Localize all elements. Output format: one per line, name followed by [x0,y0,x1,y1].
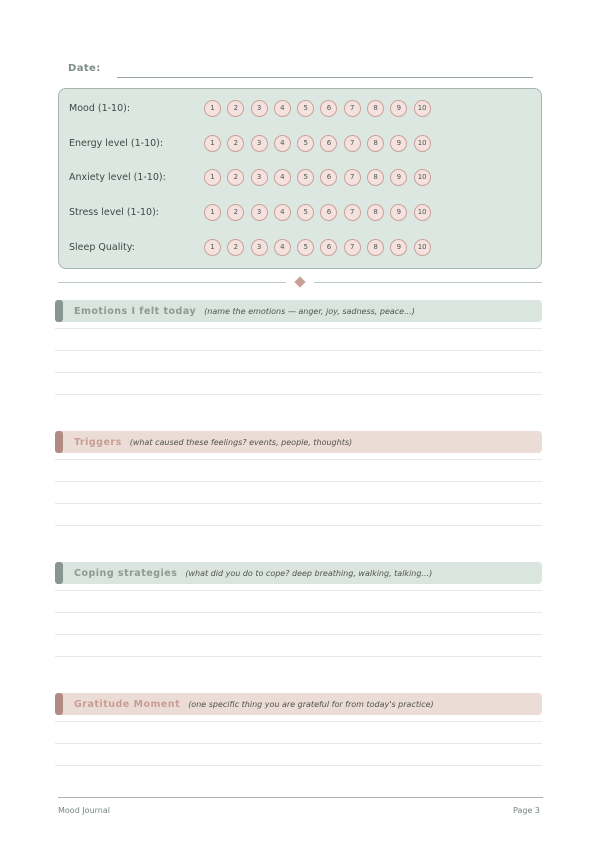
date-input-line[interactable] [117,77,533,78]
ruled-line[interactable] [55,591,542,613]
rating-circle-1[interactable]: 1 [204,169,221,186]
section-header [55,300,542,322]
divider-line [314,282,542,283]
rating-circle-4[interactable]: 4 [274,204,291,221]
rating-row-mood [59,91,541,126]
ruled-line[interactable] [55,613,542,635]
rating-row-anxiety [59,161,541,196]
rating-circle-5[interactable]: 5 [297,204,314,221]
rating-row-stress [59,195,541,230]
rating-circle-2[interactable]: 2 [227,204,244,221]
rating-circle-5[interactable]: 5 [297,100,314,117]
ruled-line[interactable] [55,722,542,744]
rating-circle-7[interactable]: 7 [344,169,361,186]
rating-circle-8[interactable]: 8 [367,100,384,117]
section-coping [55,562,542,657]
rating-scale [204,204,431,221]
rating-circle-3[interactable]: 3 [251,135,268,152]
diamond-icon [294,276,305,287]
writing-lines [55,322,542,395]
rating-circle-5[interactable]: 5 [297,169,314,186]
rating-circle-6[interactable]: 6 [320,100,337,117]
accent-tab [55,562,63,584]
rating-circle-4[interactable]: 4 [274,239,291,256]
section-title: Triggers [74,436,122,448]
rating-circle-6[interactable]: 6 [320,204,337,221]
footer-title: Mood Journal [58,806,110,815]
rating-circle-3[interactable]: 3 [251,204,268,221]
rating-scale [204,135,431,152]
rating-circle-9[interactable]: 9 [390,204,407,221]
rating-circle-1[interactable]: 1 [204,135,221,152]
section-gratitude [55,693,542,766]
ruled-line[interactable] [55,744,542,766]
ruled-line[interactable] [55,504,542,526]
ruled-line[interactable] [55,329,542,351]
section-triggers [55,431,542,526]
accent-tab [55,300,63,322]
rating-circle-9[interactable]: 9 [390,169,407,186]
rating-circle-10[interactable]: 10 [414,239,431,256]
rating-circle-5[interactable]: 5 [297,135,314,152]
ruled-line[interactable] [55,460,542,482]
rating-circle-10[interactable]: 10 [414,135,431,152]
rating-circle-3[interactable]: 3 [251,169,268,186]
rating-label: Sleep Quality: [69,242,135,254]
rating-circle-8[interactable]: 8 [367,169,384,186]
rating-circle-9[interactable]: 9 [390,135,407,152]
section-emotions [55,300,542,395]
rating-circle-7[interactable]: 7 [344,135,361,152]
footer-divider [58,797,543,798]
ruled-line[interactable] [55,482,542,504]
rating-circle-2[interactable]: 2 [227,135,244,152]
rating-circle-3[interactable]: 3 [251,239,268,256]
rating-circle-4[interactable]: 4 [274,100,291,117]
rating-circle-9[interactable]: 9 [390,100,407,117]
rating-circle-8[interactable]: 8 [367,135,384,152]
section-header [55,562,542,584]
rating-circle-7[interactable]: 7 [344,204,361,221]
ruled-line[interactable] [55,351,542,373]
rating-circle-6[interactable]: 6 [320,239,337,256]
section-divider [58,276,542,288]
rating-circle-4[interactable]: 4 [274,169,291,186]
rating-circle-6[interactable]: 6 [320,135,337,152]
rating-circle-10[interactable]: 10 [414,169,431,186]
rating-label: Anxiety level (1-10): [69,172,166,184]
rating-circle-5[interactable]: 5 [297,239,314,256]
date-label: Date: [68,63,101,74]
rating-label: Mood (1-10): [69,102,131,114]
section-title: Gratitude Moment [74,698,181,710]
rating-circle-1[interactable]: 1 [204,239,221,256]
rating-circle-6[interactable]: 6 [320,169,337,186]
rating-scale [204,169,431,186]
ratings-panel [58,88,542,269]
rating-circle-1[interactable]: 1 [204,204,221,221]
rating-circle-8[interactable]: 8 [367,204,384,221]
rating-circle-8[interactable]: 8 [367,239,384,256]
section-hint: (what caused these feelings? events, people, thoughts) [129,437,353,447]
section-hint: (what did you do to cope? deep breathing, walking, talking...) [185,568,433,578]
rating-circle-3[interactable]: 3 [251,100,268,117]
writing-lines [55,453,542,526]
rating-row-sleep [59,230,541,265]
accent-tab [55,431,63,453]
writing-lines [55,715,542,766]
rating-scale [204,100,431,117]
section-header [55,431,542,453]
section-hint: (name the emotions — anger, joy, sadness, peace...) [204,306,415,316]
rating-label: Stress level (1-10): [69,207,159,219]
ruled-line[interactable] [55,635,542,657]
writing-lines [55,584,542,657]
rating-circle-7[interactable]: 7 [344,100,361,117]
page-number: Page 3 [513,806,540,815]
ruled-line[interactable] [55,373,542,395]
ruled-line[interactable] [55,584,542,591]
rating-circle-2[interactable]: 2 [227,239,244,256]
accent-tab [55,693,63,715]
rating-circle-7[interactable]: 7 [344,239,361,256]
rating-circle-4[interactable]: 4 [274,135,291,152]
section-hint: (one specific thing you are grateful for from today's practice) [188,699,434,709]
section-title: Coping strategies [74,567,178,579]
divider-line [58,282,286,283]
rating-circle-2[interactable]: 2 [227,169,244,186]
rating-circle-9[interactable]: 9 [390,239,407,256]
rating-circle-10[interactable]: 10 [414,204,431,221]
rating-circle-10[interactable]: 10 [414,100,431,117]
rating-circle-1[interactable]: 1 [204,100,221,117]
ruled-line[interactable] [55,453,542,460]
rating-circle-2[interactable]: 2 [227,100,244,117]
ruled-line[interactable] [55,322,542,329]
section-title: Emotions I felt today [74,305,197,317]
rating-scale [204,239,431,256]
ruled-line[interactable] [55,715,542,722]
rating-row-energy [59,126,541,161]
section-header [55,693,542,715]
rating-label: Energy level (1-10): [69,137,164,149]
